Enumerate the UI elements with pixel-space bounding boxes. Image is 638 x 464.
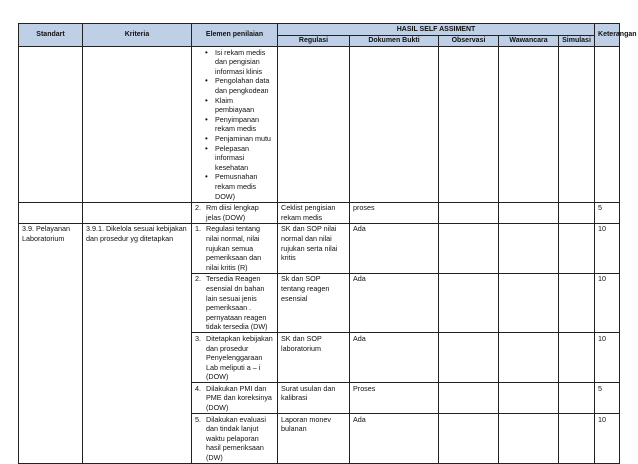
observasi-cell (439, 47, 499, 203)
keterangan-cell: 10 (595, 223, 620, 273)
bullet-list (195, 48, 274, 202)
wawancara-cell (499, 273, 559, 333)
standar-cell (19, 47, 83, 203)
elemen-cell (192, 273, 278, 333)
item-number: 3. (195, 333, 201, 343)
observasi-cell (439, 273, 499, 333)
header-kriteria: Kriteria (83, 24, 192, 47)
regulasi-cell: Surat usulan dan kalibrasi (278, 383, 350, 414)
wawancara-cell (499, 383, 559, 414)
header-observasi: Observasi (439, 35, 499, 47)
keterangan-cell: 10 (595, 414, 620, 464)
header-wawancara: Wawancara (499, 35, 559, 47)
list-item: • Pengolahan data dan pengkodean (205, 76, 274, 95)
dokumen-cell: Ada (350, 414, 439, 464)
regulasi-cell (278, 47, 350, 203)
table-row (19, 223, 620, 273)
simulasi-cell (559, 414, 595, 464)
standar-cell: 3.9. Pelayanan Laboratorium (19, 223, 83, 463)
simulasi-cell (559, 383, 595, 414)
item-number: 4. (195, 383, 201, 393)
self-assessment-table (18, 23, 637, 464)
kriteria-cell (83, 47, 192, 203)
item-number: 2. (195, 274, 201, 284)
dokumen-cell: Ada (350, 333, 439, 383)
wawancara-cell (499, 414, 559, 464)
dokumen-cell: Ada (350, 223, 439, 273)
keterangan-cell: 5 (595, 383, 620, 414)
observasi-cell (439, 383, 499, 414)
observasi-cell (439, 223, 499, 273)
regulasi-cell: Laporan monev bulanan (278, 414, 350, 464)
list-item: • Pelepasan informasi kesehatan (205, 144, 274, 173)
list-item: • Penjaminan mutu (205, 134, 274, 144)
simulasi-cell (559, 202, 595, 223)
dokumen-cell: proses (350, 202, 439, 223)
elemen-text: Regulasi tentang nilai normal, nilai rujukan semua pemeriksaan dan nilai kritis (R) (206, 224, 262, 272)
list-item: • Isi rekam medis dan pengisian informasi klinis (205, 48, 274, 77)
elemen-cell (192, 47, 278, 203)
elemen-text: Dilakukan PMI dan PME dan koreksinya (DOW) (206, 383, 272, 413)
list-item: • Pemusnahan rekam medis DOW) (205, 172, 274, 201)
elemen-cell (192, 414, 278, 464)
header-dokumen-bukti: Dokumen Bukti (350, 35, 439, 47)
header-simulasi: Simulasi (559, 35, 595, 47)
elemen-text: Tersedia Reagen esensial dn bahan lain sesuai jenis pemeriksaan . pernyataan reagen tidak tersedia (DW) (206, 274, 268, 332)
table-row (19, 47, 620, 203)
elemen-text: Ditetapkan kebijakan dan prosedur Penyelenggaraan Lab meliputi a – i (DOW) (206, 333, 273, 382)
elemen-cell (192, 333, 278, 383)
header-standar: Standart (19, 24, 83, 47)
dokumen-cell: Proses (350, 383, 439, 414)
header-hasil-self-assessment: HASIL SELF ASSIMENT (278, 24, 595, 36)
wawancara-cell (499, 47, 559, 203)
elemen-cell (192, 383, 278, 414)
keterangan-cell: 10 (595, 273, 620, 333)
regulasi-cell: Ceklist pengisian rekam medis (278, 202, 350, 223)
kriteria-cell: 3.9.1. Dikelola sesuai kebijakan dan prosedur yg ditetapkan (83, 223, 192, 463)
observasi-cell (439, 202, 499, 223)
elemen-cell (192, 202, 278, 223)
wawancara-cell (499, 333, 559, 383)
dokumen-cell: Ada (350, 273, 439, 333)
list-item: • Klaim pembiayaan (205, 96, 274, 115)
simulasi-cell (559, 333, 595, 383)
regulasi-cell: SK dan SOP nilai normal dan nilai rujukan serta nilai kritis (278, 223, 350, 273)
wawancara-cell (499, 202, 559, 223)
elemen-text: Dilakukan evaluasi dan tindak lanjut waktu pelaporan hasil pemeriksaan (DW) (206, 414, 266, 463)
header-elemen: Elemen penilaian (192, 24, 278, 47)
observasi-cell (439, 414, 499, 464)
dokumen-cell (350, 47, 439, 203)
observasi-cell (439, 333, 499, 383)
keterangan-cell (595, 47, 620, 203)
keterangan-cell: 5 (595, 202, 620, 223)
regulasi-cell: SK dan SOP laboratorium (278, 333, 350, 383)
wawancara-cell (499, 223, 559, 273)
simulasi-cell (559, 223, 595, 273)
elemen-cell (192, 223, 278, 273)
keterangan-cell: 10 (595, 333, 620, 383)
header-regulasi: Regulasi (278, 35, 350, 47)
table-row (19, 202, 620, 223)
header-keterangan: Keterangan (595, 24, 620, 47)
kriteria-cell (83, 202, 192, 223)
item-number: 1. (195, 224, 201, 234)
simulasi-cell (559, 47, 595, 203)
item-number: 5. (195, 414, 201, 424)
elemen-text: Rm diisi lengkap jelas (DOW) (206, 203, 259, 222)
list-item: • Penyimpanan rekam medis (205, 115, 274, 134)
item-number: 2. (195, 203, 201, 213)
simulasi-cell (559, 273, 595, 333)
standar-cell (19, 202, 83, 223)
regulasi-cell: Sk dan SOP tentang reagen esensial (278, 273, 350, 333)
